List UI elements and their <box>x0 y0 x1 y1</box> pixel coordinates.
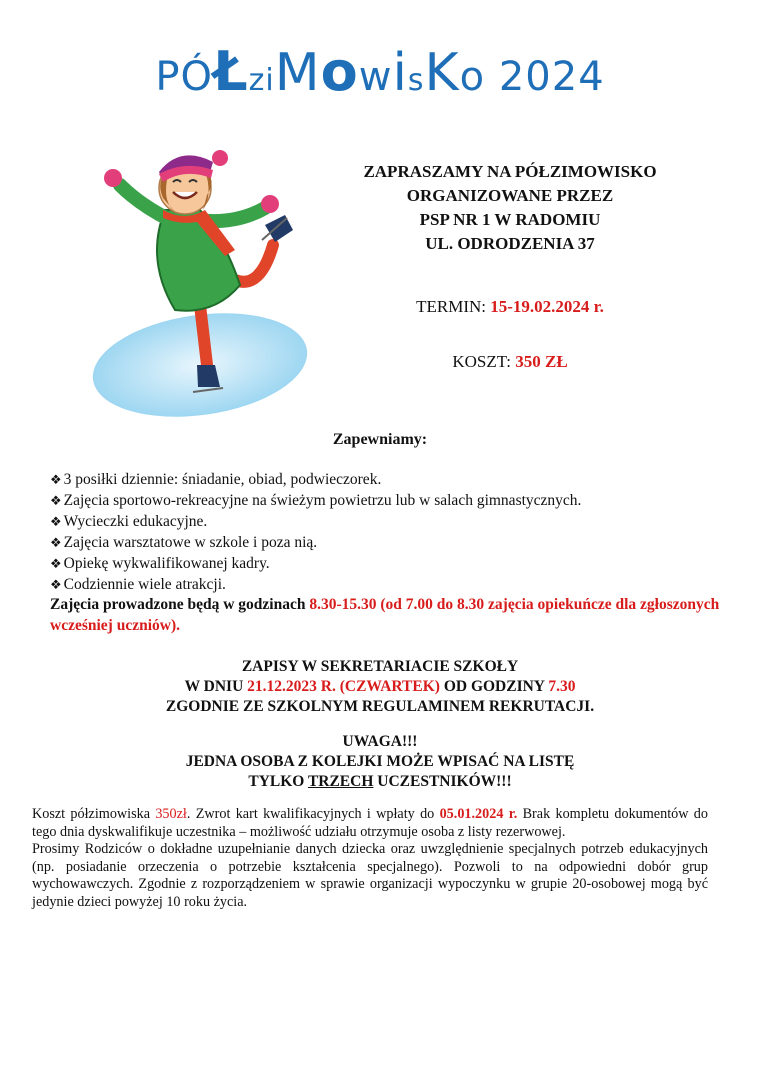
signup-time: 7.30 <box>548 678 576 695</box>
diamond-bullet-icon: ❖ <box>50 577 62 592</box>
invitation-line: ORGANIZOWANE PRZEZ <box>406 186 614 205</box>
list-item-text: Zajęcia warsztatowe w szkole i poza nią. <box>63 534 318 551</box>
title-part: w <box>358 54 393 100</box>
warning-emphasis: TRZECH <box>307 773 374 790</box>
list-item-text: 3 posiłki dziennie: śniadanie, obiad, podwieczorek. <box>63 471 382 488</box>
warning-block <box>0 732 760 792</box>
invitation-block <box>310 160 710 256</box>
title-part: Ł <box>212 40 249 103</box>
diamond-bullet-icon: ❖ <box>50 556 62 571</box>
cost-label: KOSZT: <box>452 352 516 371</box>
list-item-text: Wycieczki edukacyjne. <box>63 513 208 530</box>
invitation-line: PSP NR 1 W RADOMIU <box>419 210 601 229</box>
list-item <box>50 532 730 553</box>
signup-line: ZGODNIE ZE SZKOLNYM REGULAMINEM REKRUTACJI. <box>165 698 595 715</box>
cost-value: 350 ZŁ <box>515 352 568 371</box>
title-part: s <box>407 63 425 98</box>
list-item-text: Zajęcia sportowo-rekreacyjne na świeżym powietrzu lub w salach gimnastycznych. <box>63 492 582 509</box>
list-item <box>50 511 730 532</box>
diamond-bullet-icon: ❖ <box>50 514 62 529</box>
invitation-line: UL. ODRODZENIA 37 <box>425 234 595 253</box>
warning-text: UCZESTNIKÓW!!! <box>373 773 512 790</box>
signup-block <box>0 657 760 717</box>
list-item <box>50 469 730 490</box>
title-part: z <box>248 63 266 98</box>
hours-value: 8.30-15.30 (od 7.00 do 8.30 zajęcia opiekuńcze dla zgłoszonych wcześniej uczniów). <box>50 596 720 634</box>
ice-skater-girl-icon <box>85 140 310 420</box>
term-value: 15-19.02.2024 r. <box>490 297 604 316</box>
list-item <box>50 553 730 574</box>
list-item <box>50 490 730 511</box>
title-part: o <box>459 54 486 100</box>
title-part: M <box>274 43 321 103</box>
list-item-text: Codziennie wiele atrakcji. <box>63 576 226 593</box>
diamond-bullet-icon: ❖ <box>50 493 62 508</box>
term-line <box>310 297 710 317</box>
details-text <box>32 806 708 911</box>
warning-text: TYLKO <box>248 773 308 790</box>
diamond-bullet-icon: ❖ <box>50 535 62 550</box>
signup-text: W DNIU <box>184 678 248 695</box>
title-part: o <box>320 40 359 103</box>
cost-line <box>310 352 710 372</box>
warning-line: UWAGA!!! <box>342 733 418 750</box>
warning-line: JEDNA OSOBA Z KOLEJKI MOŻE WPISAĆ NA LISTĘ <box>185 753 575 770</box>
title-part: K <box>424 43 460 103</box>
signup-date: 21.12.2023 R. (CZWARTEK) <box>247 678 440 695</box>
warning-line <box>0 772 760 792</box>
hours-prefix: Zajęcia prowadzone będą w godzinach <box>50 596 310 613</box>
title-part: i <box>392 43 408 103</box>
benefits-list <box>50 469 730 595</box>
details-text-part: . Zwrot kart kwalifikacyjnych i wpłaty do <box>186 806 440 822</box>
details-text-part: Brak kompletu dokumentów do tego dnia dyskwalifikuje uczestnika – możliwość udziału otrzymuje osoba z listy rezerwowej. <box>32 806 708 840</box>
details-paragraph <box>32 806 708 841</box>
details-deadline: 05.01.2024 r. <box>439 806 518 822</box>
details-text-part: Koszt półzimowiska <box>32 806 156 822</box>
details-price: 350zł <box>155 806 187 822</box>
title-part: PÓ <box>155 54 213 100</box>
hours-note <box>50 594 730 636</box>
details-paragraph: Prosimy Rodziców o dokładne uzupełnianie danych dziecka oraz uwzględnienie specjalnych potrzeb edukacyjnych (np. posiadanie orzeczenia o potrzebie kształcenia specjalnego). Pozwoli to na odpowiedni dobór grup wychowawczych. Zgodnie z rozporządzeniem w sprawie organizacji wypoczynku w grupie 20-osobowej mogą być jedynie dzieci powyżej 10 roku życia. <box>32 841 708 910</box>
benefits-heading: Zapewniamy: <box>332 431 428 448</box>
signup-line: ZAPISY W SEKRETARIACIE SZKOŁY <box>241 658 519 675</box>
title-part: i <box>265 63 275 98</box>
invitation-line: ZAPRASZAMY NA PÓŁZIMOWISKO <box>363 162 657 181</box>
signup-text: OD GODZINY <box>439 678 549 695</box>
list-item <box>50 574 730 595</box>
term-label: TERMIN: <box>416 297 491 316</box>
diamond-bullet-icon: ❖ <box>50 472 62 487</box>
signup-line <box>0 677 760 697</box>
title-year: 2024 <box>485 54 605 100</box>
list-item-text: Opiekę wykwalifikowanej kadry. <box>63 555 270 572</box>
page-title <box>0 40 760 103</box>
